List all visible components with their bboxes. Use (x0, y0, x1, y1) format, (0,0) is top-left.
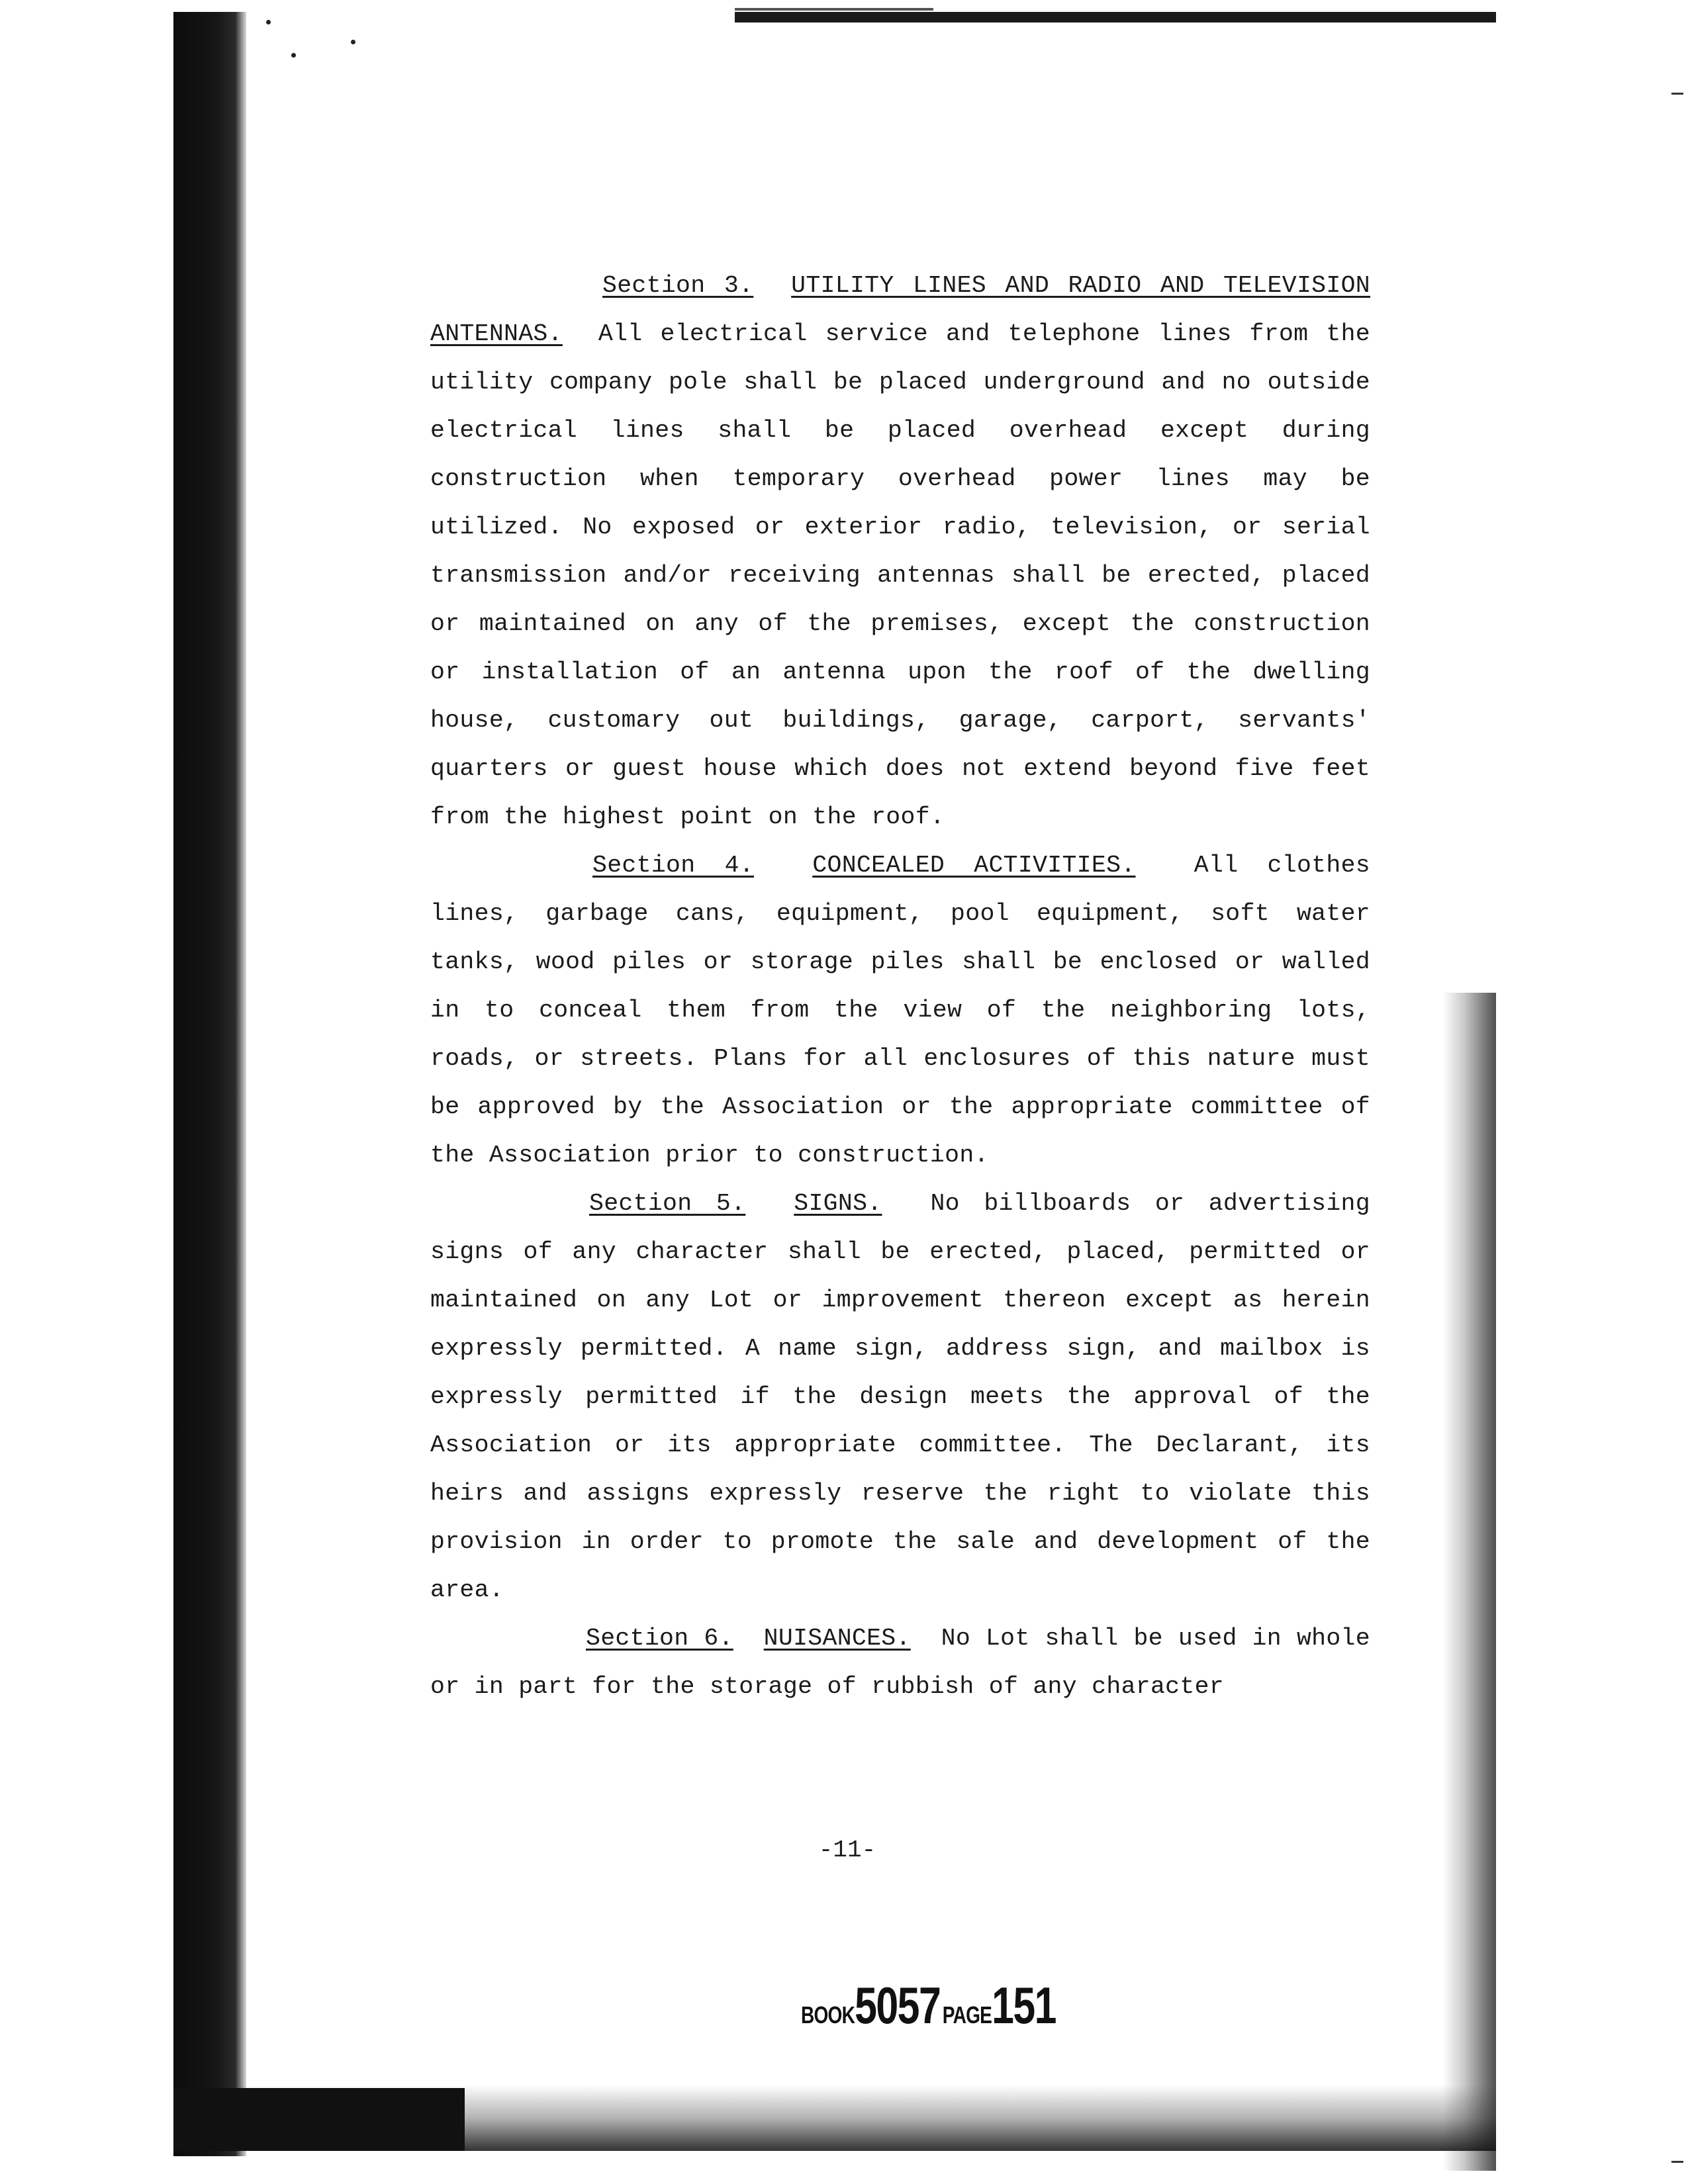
scan-top-border (735, 12, 1496, 23)
document-body (430, 261, 1370, 1711)
scan-right-tick (1671, 2161, 1683, 2163)
section-3-heading: Section 3. (602, 272, 754, 299)
section-3-body: All electrical service and telephone lines from the utility company pole shall be placed underground and no outside electrical lines shall be placed overhead except during construction when temporary overhead power lines may be utilized. No exposed or exterior radio, television, or serial transmission and/or receiving antennas shall be erected, placed or maintained on any of the premises, except the construction or installation of an antenna upon the roof of the dwelling house, customary out buildings, garage, carport, servants' quarters or guest house which does not extend beyond five feet from the highest point on the roof. (430, 320, 1370, 831)
scan-top-border-thin (735, 8, 933, 11)
section-5-heading: Section 5. (589, 1190, 746, 1217)
section-6-paragraph (430, 1614, 1370, 1711)
section-3-title: UTILITY LINES AND RADIO AND TELEVISION ANTENNAS. (430, 272, 1370, 347)
scan-bottom-block (173, 2088, 465, 2151)
page-number: -11- (818, 1837, 876, 1864)
section-4-title: CONCEALED ACTIVITIES. (812, 852, 1136, 879)
section-4-heading: Section 4. (592, 852, 754, 879)
scan-speck (351, 40, 355, 44)
scan-right-tick (1671, 93, 1683, 95)
scan-left-border (173, 12, 246, 2156)
scan-speck (266, 20, 271, 24)
page-label: PAGE (942, 2001, 992, 2028)
page-reference: 151 (992, 1976, 1056, 2034)
scan-right-noise (1443, 993, 1496, 2171)
section-3-paragraph (430, 261, 1370, 841)
section-6-body: No Lot shall be used in whole or in part for the storage of rubbish of any character (430, 1625, 1370, 1700)
section-4-paragraph (430, 841, 1370, 1179)
book-number: 5057 (855, 1976, 941, 2034)
section-5-body: No billboards or advertising signs of any character shall be erected, placed, permitted or maintained on any Lot or improvement thereon except as herein expressly permitted. A name sign, address sign, and mailbox is expressly permitted if the design meets the approval of the Association or its appropriate committee. The Declarant, its heirs and assigns expressly reserve the right to violate this provision in order to promote the sale and development of the area. (430, 1190, 1370, 1604)
section-5-title: SIGNS. (794, 1190, 882, 1217)
section-4-body: All clothes lines, garbage cans, equipment, pool equipment, soft water tanks, wood piles or storage piles shall be enclosed or walled in to conceal them from the view of the neighboring lots, roads, or streets. Plans for all enclosures of this nature must be approved by the Association or the appropriate committee of the Association prior to construction. (430, 852, 1370, 1169)
section-6-heading: Section 6. (586, 1625, 733, 1652)
section-6-title: NUISANCES. (763, 1625, 911, 1652)
section-5-paragraph (430, 1179, 1370, 1614)
book-label: BOOK (801, 2001, 855, 2028)
scan-speck (291, 53, 296, 58)
book-page-stamp (801, 1976, 1056, 2036)
